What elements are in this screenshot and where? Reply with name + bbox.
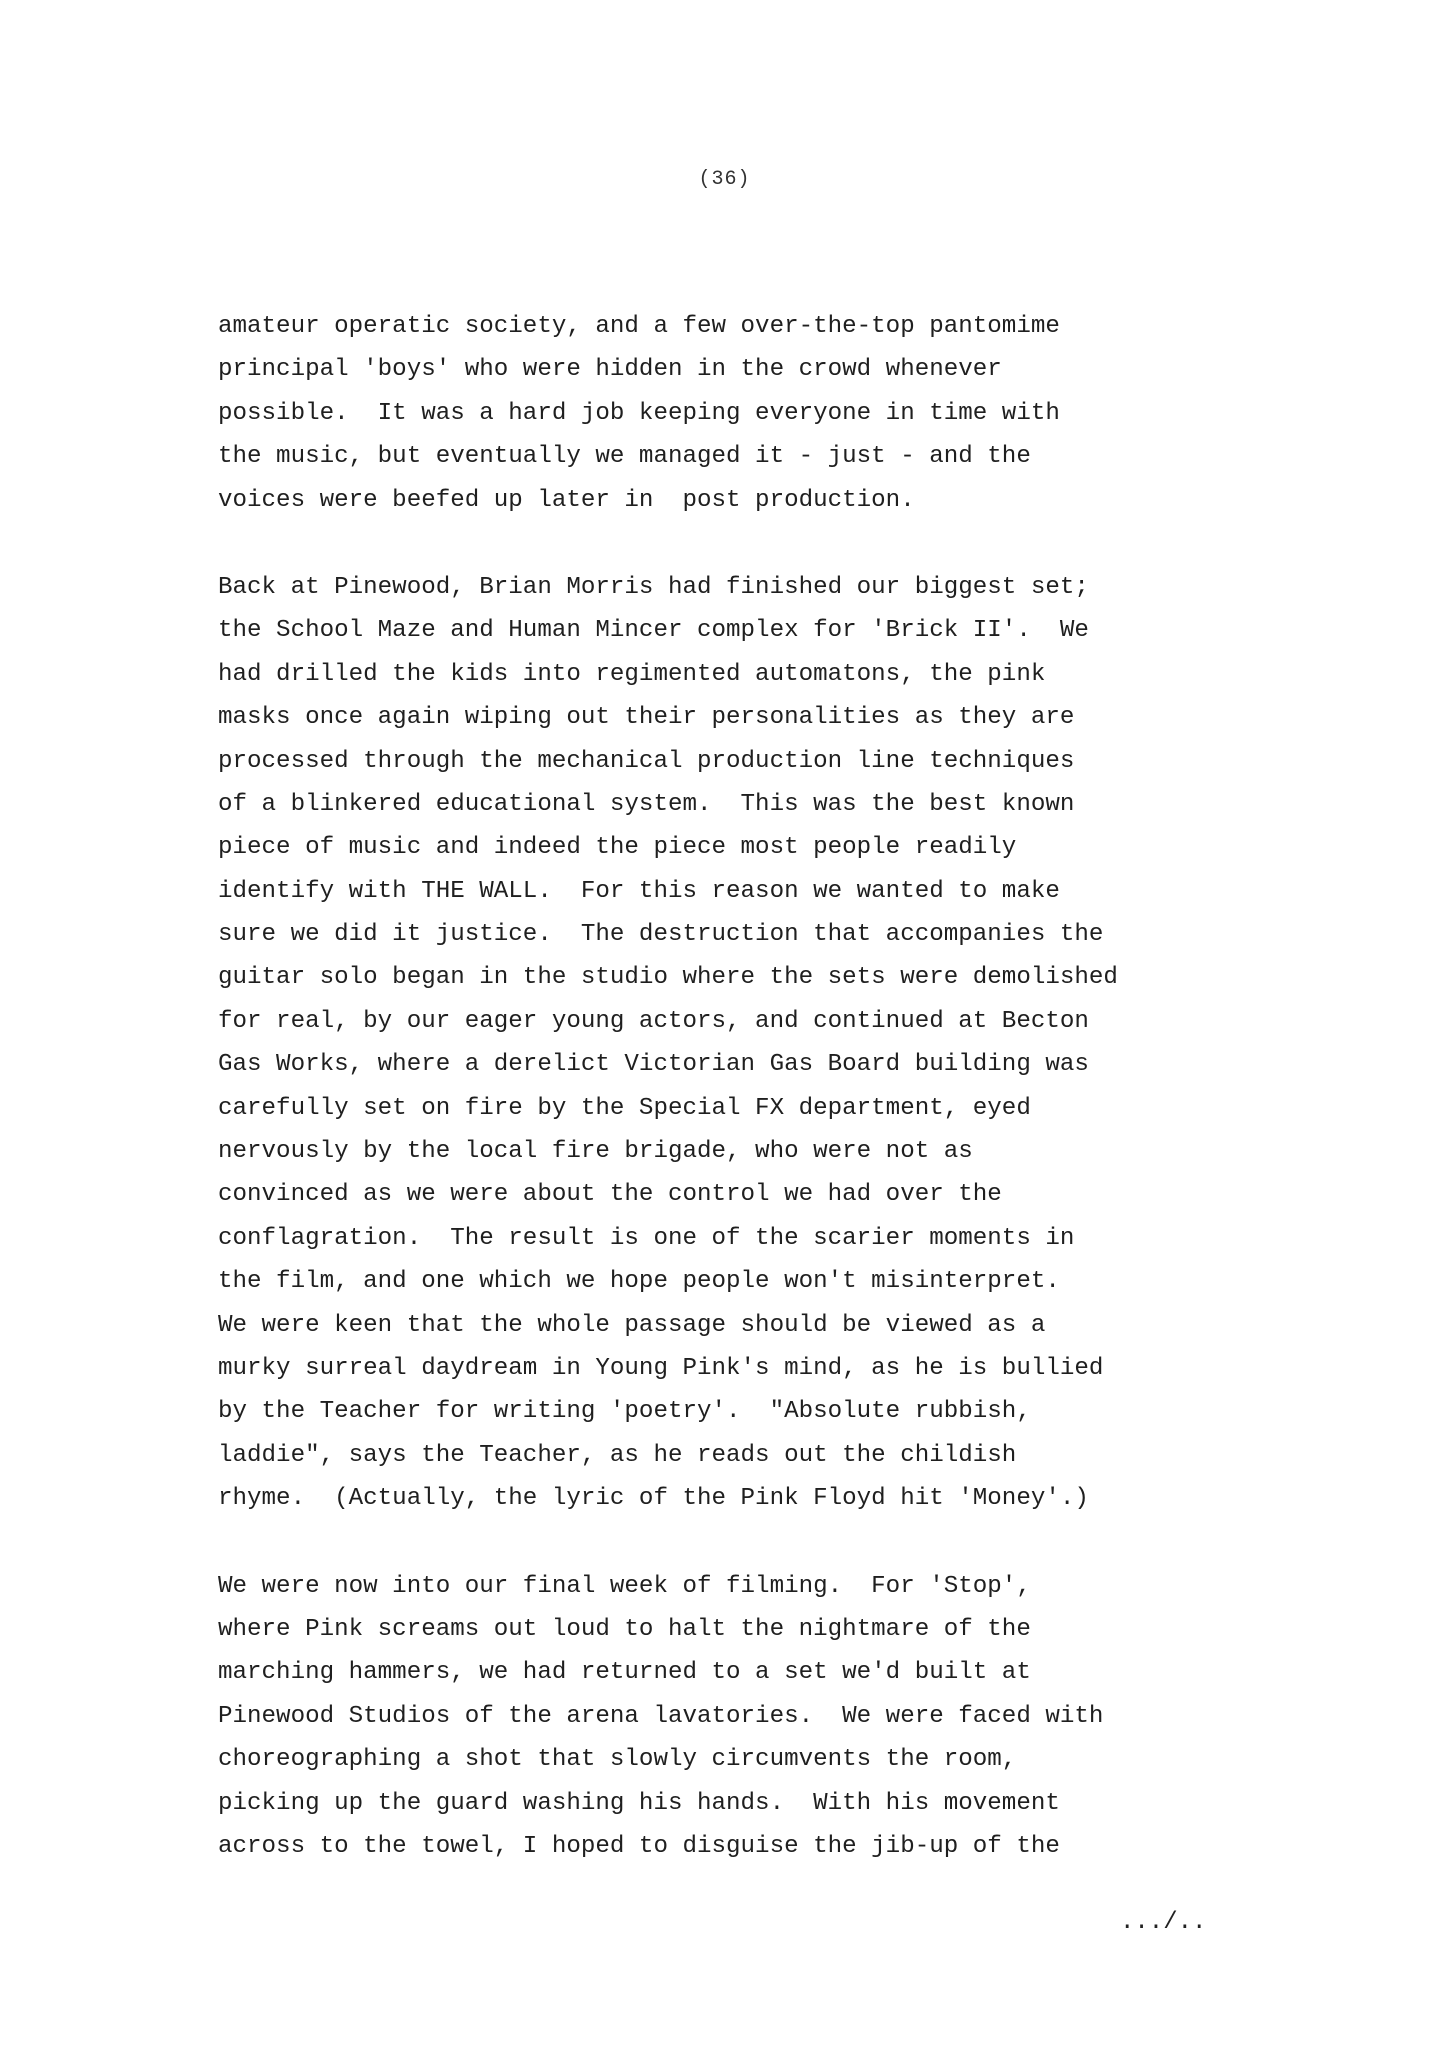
text-line: voices were beefed up later in post production. [218,486,915,514]
text-line: We were keen that the whole passage should be viewed as a [218,1311,1046,1339]
text-line: Gas Works, where a derelict Victorian Gas Board building was [218,1051,1089,1079]
text-line: amateur operatic society, and a few over-the-top pantomime [218,313,1060,340]
text-line: guitar solo began in the studio where the sets were demolished [218,964,1118,992]
text-line: for real, by our eager young actors, and continued at Becton [218,1007,1089,1035]
text-line: conflagration. The result is one of the scarier moments in [218,1224,1075,1252]
text-line: picking up the guard washing his hands. With his movement [218,1789,1060,1817]
text-line: sure we did it justice. The destruction that accompanies the [218,921,1104,949]
continuation-mark: .../.. [1120,1909,1207,1936]
page-number: (36) [698,168,751,191]
text-line: Back at Pinewood, Brian Morris had finished our biggest set; [218,573,1089,601]
text-line: We were now into our final week of filming. For 'Stop', [218,1572,1031,1600]
text-line: masks once again wiping out their personalities as they are [218,704,1075,732]
text-line: laddie", says the Teacher, as he reads out the childish [218,1441,1017,1469]
text-line: possible. It was a hard job keeping everyone in time with [218,399,1060,427]
text-line: across to the towel, I hoped to disguise the jib-up of the [218,1832,1060,1860]
text-line: marching hammers, we had returned to a set we'd built at [218,1659,1031,1687]
text-line: principal 'boys' who were hidden in the crowd whenever [218,356,1002,384]
text-line: piece of music and indeed the piece most people readily [218,834,1017,862]
text-line: Pinewood Studios of the arena lavatories. We were faced with [218,1702,1104,1730]
text-line: had drilled the kids into regimented automatons, the pink [218,660,1046,688]
text-line: rhyme. (Actually, the lyric of the Pink Floyd hit 'Money'.) [218,1485,1089,1513]
text-line: the music, but eventually we managed it - just - and the [218,443,1031,471]
body-text [218,305,1338,1912]
text-line: identify with THE WALL. For this reason we wanted to make [218,877,1060,905]
text-line: where Pink screams out loud to halt the nightmare of the [218,1615,1031,1643]
text-line: by the Teacher for writing 'poetry'. "Absolute rubbish, [218,1398,1031,1426]
text-line: choreographing a shot that slowly circumvents the room, [218,1746,1017,1774]
paragraph-3 [218,1565,1338,1869]
paragraph-2 [218,566,1338,1521]
text-line: carefully set on fire by the Special FX department, eyed [218,1094,1031,1122]
text-line: processed through the mechanical production line techniques [218,747,1075,775]
text-line: convinced as we were about the control we had over the [218,1181,1002,1209]
text-line: the School Maze and Human Mincer complex for 'Brick II'. We [218,617,1089,645]
paragraph-1 [218,305,1338,522]
text-line: nervously by the local fire brigade, who were not as [218,1138,973,1166]
text-line: murky surreal daydream in Young Pink's mind, as he is bullied [218,1354,1104,1382]
text-line: the film, and one which we hope people won't misinterpret. [218,1268,1060,1296]
text-line: of a blinkered educational system. This was the best known [218,790,1075,818]
